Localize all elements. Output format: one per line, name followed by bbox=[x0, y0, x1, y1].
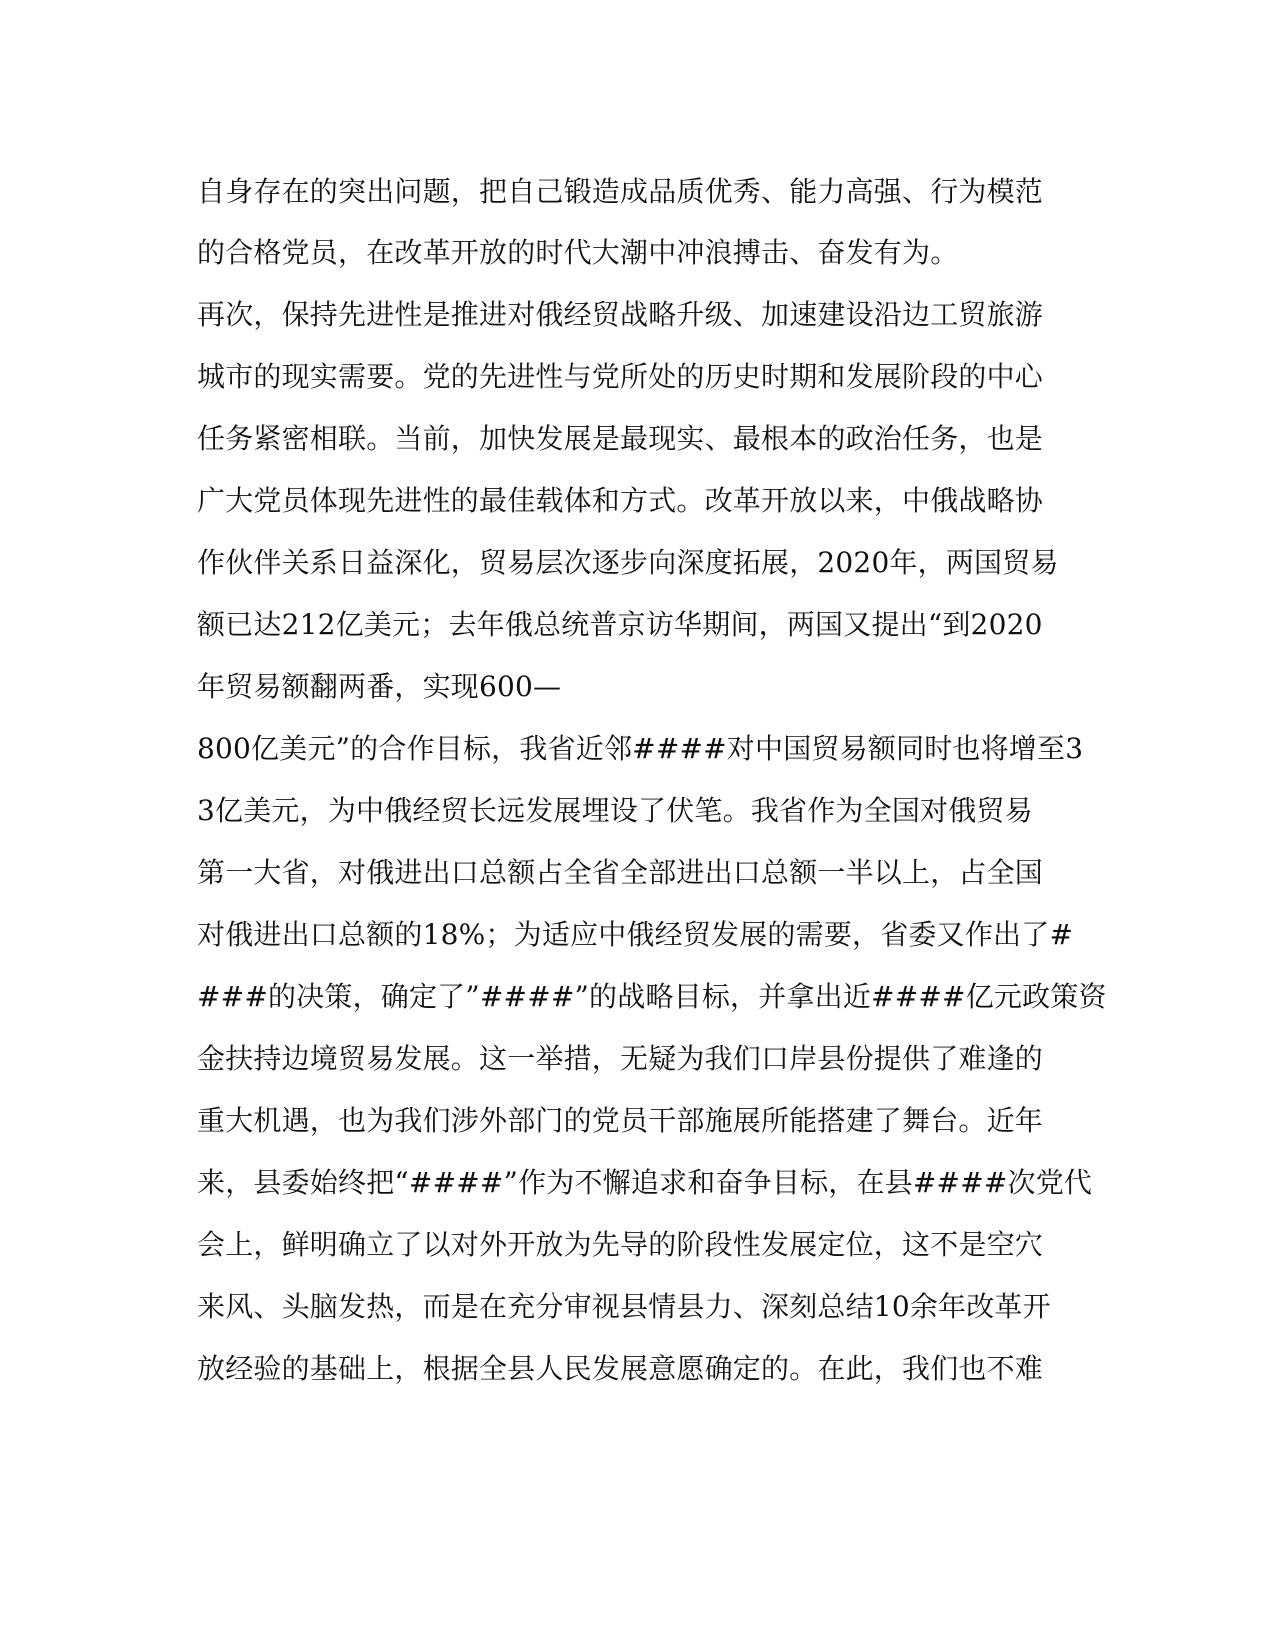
text-line: 重大机遇，也为我们涉外部门的党员干部施展所能搭建了舞台。近年 bbox=[197, 1104, 1044, 1137]
text-line: 来风、头脑发热，而是在充分审视县情县力、深刻总结10余年改革开 bbox=[197, 1290, 1051, 1323]
text-line: 第一大省，对俄进出口总额占全省全部进出口总额一半以上，占全国 bbox=[197, 856, 1044, 889]
text-line: 对俄进出口总额的18%；为适应中俄经贸发展的需要，省委又作出了# bbox=[197, 918, 1074, 951]
body-text bbox=[197, 162, 1107, 1400]
text-line: 的合格党员，在改革开放的时代大潮中冲浪搏击、奋发有为。 bbox=[197, 236, 959, 269]
text-line: 再次，保持先进性是推进对俄经贸战略升级、加速建设沿边工贸旅游 bbox=[197, 298, 1044, 331]
text-line: 金扶持边境贸易发展。这一举措，无疑为我们口岸县份提供了难逢的 bbox=[197, 1042, 1044, 1075]
text-line: 800亿美元”的合作目标，我省近邻####对中国贸易额同时也将增至3 bbox=[197, 732, 1084, 765]
text-line: 自身存在的突出问题，把自己锻造成品质优秀、能力高强、行为模范 bbox=[197, 175, 1044, 208]
text-line: 来，县委始终把“####”作为不懈追求和奋争目标，在县####次党代 bbox=[197, 1166, 1093, 1199]
text-line: 作伙伴关系日益深化，贸易层次逐步向深度拓展，2020年，两国贸易 bbox=[197, 546, 1059, 579]
text-line: ###的决策，确定了”####”的战略目标，并拿出近####亿元政策资 bbox=[197, 980, 1107, 1013]
text-line: 广大党员体现先进性的最佳载体和方式。改革开放以来，中俄战略协 bbox=[197, 484, 1044, 517]
text-line: 放经验的基础上，根据全县人民发展意愿确定的。在此，我们也不难 bbox=[197, 1352, 1044, 1385]
text-line: 额已达212亿美元；去年俄总统普京访华期间，两国又提出“到2020 bbox=[197, 608, 1043, 641]
text-line: 任务紧密相联。当前，加快发展是最现实、最根本的政治任务，也是 bbox=[197, 422, 1044, 455]
text-line: 城市的现实需要。党的先进性与党所处的历史时期和发展阶段的中心 bbox=[197, 360, 1044, 393]
text-line: 会上，鲜明确立了以对外开放为先导的阶段性发展定位，这不是空穴 bbox=[197, 1228, 1044, 1261]
text-line: 3亿美元，为中俄经贸长远发展埋设了伏笔。我省作为全国对俄贸易 bbox=[197, 794, 1033, 827]
text-line: 年贸易额翻两番，实现600— bbox=[197, 670, 562, 703]
